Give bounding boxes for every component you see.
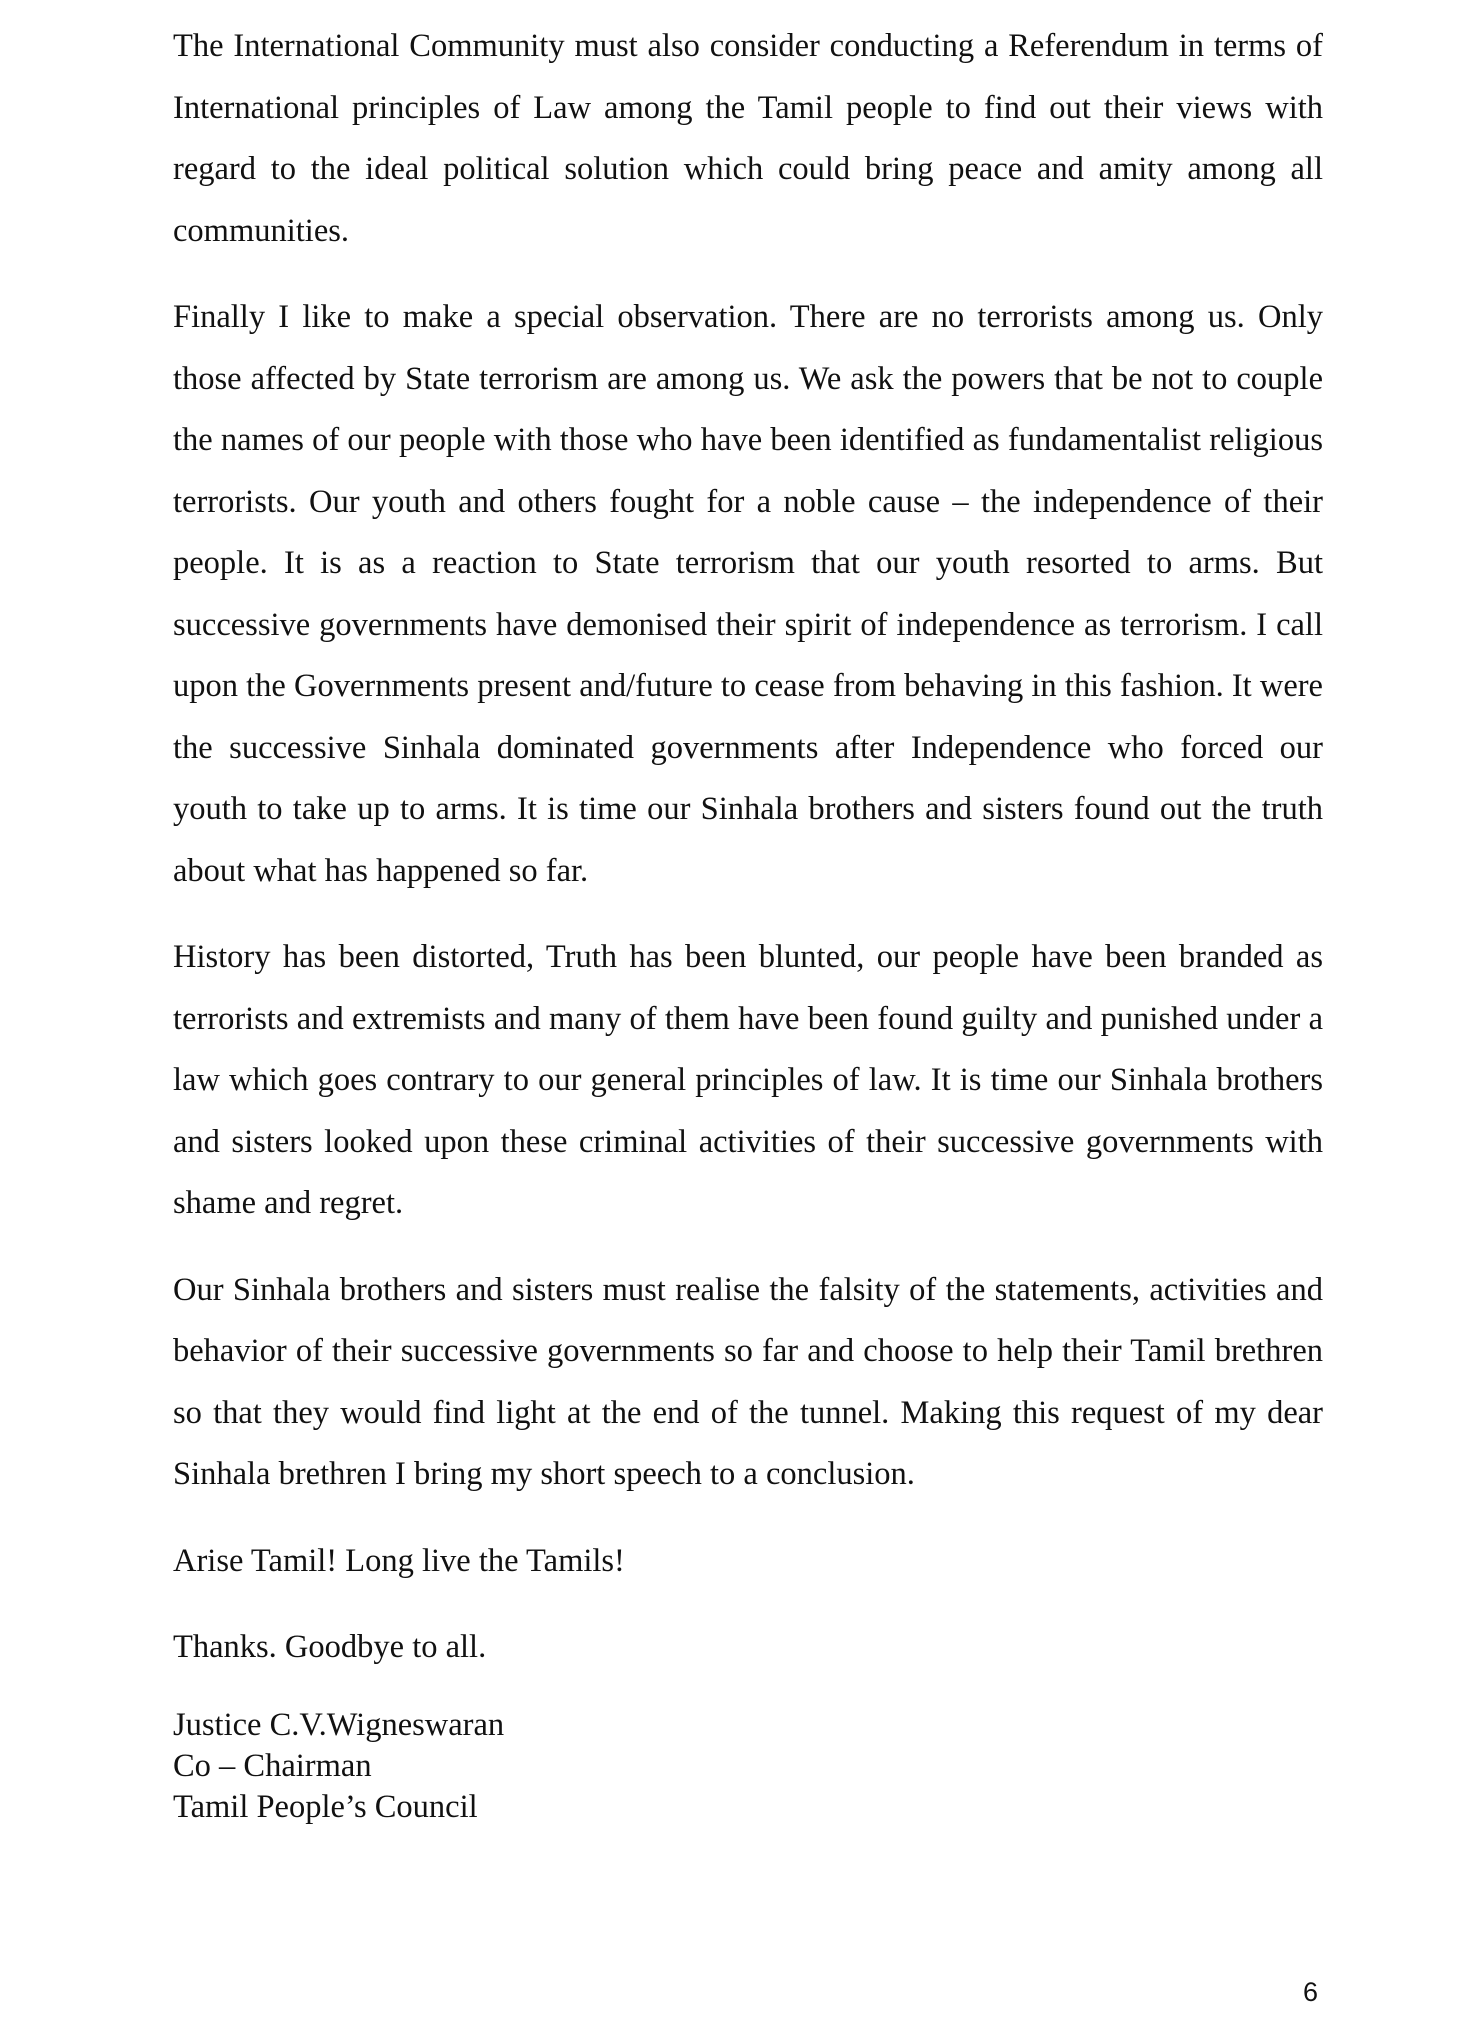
paragraph-history: History has been distorted, Truth has been blunted, our people have been branded as terrorists and extremists and many of them have been found guilty and punished under a law which goes contrary to our general principles of law. It is time our Sinhala brothers and sisters looked upon these criminal activities of their successive governments with shame and regret. <box>173 939 1323 1221</box>
paragraph-observation: Finally I like to make a special observation. There are no terrorists among us. Only those affected by State terrorism are among us. We ask the powers that be not to couple the names of our people with those who have been identified as fundamentalist religious terrorists. Our youth and others fought for a noble cause – the independence of their people. It is as a reaction to State terrorism that our youth resorted to arms. But successive governments have demonised their spirit of independence as terrorism. I call upon the Governments present and/future to cease from behaving in this fashion. It were the successive Sinhala dominated governments after Independence who forced our youth to take up to arms. It is time our Sinhala brothers and sisters found out the truth about what has happened so far. <box>173 299 1323 889</box>
paragraph-sinhala-brothers: Our Sinhala brothers and sisters must realise the falsity of the statements, activities and behavior of their successive governments so far and choose to help their Tamil brethren so that they would find light at the end of the tunnel. Making this request of my dear Sinhala brethren I bring my short speech to a conclusion. <box>173 1271 1323 1492</box>
signature-name: Justice C.V.Wigneswaran <box>173 1706 505 1743</box>
page-number: 6 <box>1303 1977 1319 2007</box>
document-body <box>173 16 1323 1828</box>
signature-block <box>173 1705 1323 1828</box>
paragraph-goodbye: Thanks. Goodbye to all. <box>173 1629 487 1665</box>
signature-organization: Tamil People’s Council <box>173 1788 478 1825</box>
paragraph-referendum: The International Community must also consider conducting a Referendum in terms of International principles of Law among the Tamil people to find out their views with regard to the ideal political solution which could bring peace and amity among all communities. <box>173 28 1323 249</box>
signature-title: Co – Chairman <box>173 1747 372 1784</box>
paragraph-arise-tamil: Arise Tamil! Long live the Tamils! <box>173 1542 625 1579</box>
